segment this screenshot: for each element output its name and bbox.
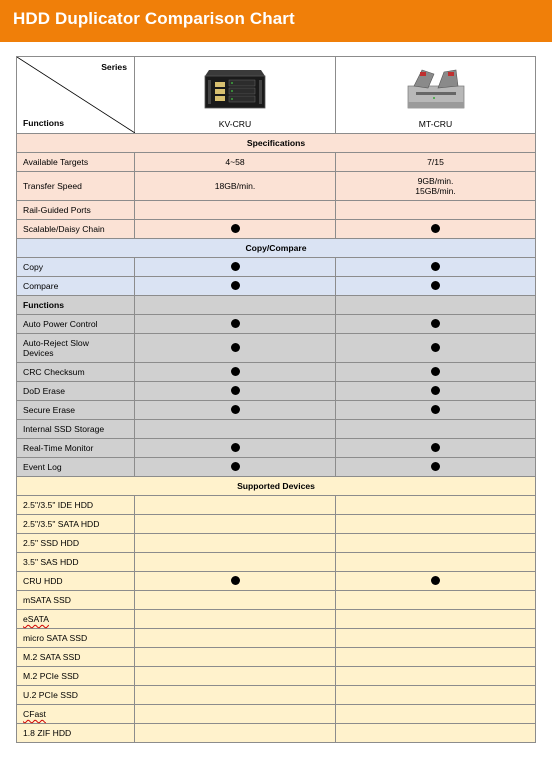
section-row-functions [17, 296, 536, 315]
kv-cru-cell [135, 496, 336, 515]
mt-cru-cell [336, 315, 536, 334]
mt-cru-value-line: 15GB/min. [415, 186, 456, 196]
row-label: Event Log [17, 458, 135, 477]
mt-cru-value: 7/15 [336, 153, 536, 172]
row-label-line: Devices [23, 348, 54, 358]
kv-cru-cell [135, 591, 336, 610]
mt-cru-cell [336, 458, 536, 477]
table-row [17, 258, 536, 277]
table-row [17, 496, 536, 515]
tower-duplicator-image [404, 66, 468, 112]
mt-cru-cell [336, 686, 536, 705]
product-cell-kv-cru [135, 57, 336, 134]
supported-dot-icon [431, 319, 440, 328]
table-row [17, 401, 536, 420]
row-label: CRU HDD [17, 572, 135, 591]
table-row [17, 382, 536, 401]
row-label: Internal SSD Storage [17, 420, 135, 439]
supported-dot-icon [431, 262, 440, 271]
table-row [17, 277, 536, 296]
row-label: 1.8 ZIF HDD [17, 724, 135, 743]
supported-dot-icon [431, 367, 440, 376]
supported-dot-icon [231, 576, 240, 585]
product-name-mt-cru: MT-CRU [418, 119, 453, 129]
kv-cru-cell [135, 363, 336, 382]
row-label: CRC Checksum [17, 363, 135, 382]
row-label-line: Auto-Reject Slow [23, 338, 89, 348]
comparison-table [16, 56, 536, 743]
section-row-copy-compare [17, 239, 536, 258]
mt-cru-value [336, 172, 536, 201]
functions-label: Functions [23, 118, 65, 128]
row-label: micro SATA SSD [17, 629, 135, 648]
supported-dot-icon [431, 281, 440, 290]
table-row [17, 439, 536, 458]
table-row [17, 363, 536, 382]
supported-dot-icon [231, 319, 240, 328]
row-label: Transfer Speed [17, 172, 135, 201]
kv-cru-cell [135, 686, 336, 705]
supported-dot-icon [231, 262, 240, 271]
kv-cru-cell [135, 534, 336, 553]
table-row [17, 667, 536, 686]
mt-cru-cell [336, 496, 536, 515]
row-label: mSATA SSD [17, 591, 135, 610]
kv-cru-value [135, 201, 336, 220]
supported-dot-icon [431, 405, 440, 414]
supported-dot-icon [431, 386, 440, 395]
table-row [17, 534, 536, 553]
mt-cru-cell [336, 534, 536, 553]
supported-dot-icon [431, 224, 440, 233]
mt-cru-cell [336, 724, 536, 743]
row-label [17, 610, 135, 629]
row-label: Scalable/Daisy Chain [17, 220, 135, 239]
section-title-specifications: Specifications [17, 134, 536, 153]
kv-cru-cell [135, 220, 336, 239]
table-row [17, 315, 536, 334]
table-row [17, 610, 536, 629]
product-name-kv-cru: KV-CRU [218, 119, 252, 129]
table-row [17, 648, 536, 667]
table-row [17, 420, 536, 439]
mt-cru-cell [336, 277, 536, 296]
supported-dot-icon [431, 576, 440, 585]
mt-cru-value-line: 9GB/min. [417, 176, 454, 186]
mt-cru-cell [336, 667, 536, 686]
kv-cru-cell [135, 572, 336, 591]
mt-cru-cell [336, 572, 536, 591]
row-label: 3.5" SAS HDD [17, 553, 135, 572]
mt-cru-cell [336, 648, 536, 667]
section-row-specifications [17, 134, 536, 153]
table-row [17, 220, 536, 239]
supported-dot-icon [231, 462, 240, 471]
kv-cru-cell [135, 458, 336, 477]
row-label: Secure Erase [17, 401, 135, 420]
row-label: Available Targets [17, 153, 135, 172]
row-label: Rail-Guided Ports [17, 201, 135, 220]
page-title: HDD Duplicator Comparison Chart [13, 9, 295, 28]
mt-cru-cell [336, 705, 536, 724]
product-cell-mt-cru [336, 57, 536, 134]
kv-cru-cell [135, 515, 336, 534]
mt-cru-cell [336, 515, 536, 534]
rackmount-chassis-image [203, 66, 267, 112]
row-label: U.2 PCIe SSD [17, 686, 135, 705]
title-banner [0, 0, 552, 42]
row-label-text: eSATA [23, 614, 49, 624]
mt-cru-cell [336, 382, 536, 401]
series-label: Series [101, 62, 127, 72]
table-row [17, 334, 536, 363]
kv-cru-cell [135, 296, 336, 315]
mt-cru-cell [336, 334, 536, 363]
kv-cru-cell [135, 629, 336, 648]
kv-cru-cell [135, 724, 336, 743]
row-label [17, 334, 135, 363]
mt-cru-cell [336, 363, 536, 382]
kv-cru-value: 18GB/min. [135, 172, 336, 201]
table-row [17, 591, 536, 610]
kv-cru-cell [135, 315, 336, 334]
table-row [17, 153, 536, 172]
supported-dot-icon [431, 443, 440, 452]
kv-cru-cell [135, 705, 336, 724]
row-label: Real-Time Monitor [17, 439, 135, 458]
mt-cru-value [336, 201, 536, 220]
table-row [17, 458, 536, 477]
mt-cru-cell [336, 591, 536, 610]
kv-cru-cell [135, 420, 336, 439]
table-row [17, 515, 536, 534]
row-label: M.2 PCIe SSD [17, 667, 135, 686]
kv-cru-cell [135, 439, 336, 458]
supported-dot-icon [231, 281, 240, 290]
kv-cru-cell [135, 648, 336, 667]
mt-cru-cell [336, 553, 536, 572]
supported-dot-icon [231, 386, 240, 395]
row-label: 2.5"/3.5" IDE HDD [17, 496, 135, 515]
kv-cru-value: 4~58 [135, 153, 336, 172]
kv-cru-cell [135, 382, 336, 401]
supported-dot-icon [231, 343, 240, 352]
supported-dot-icon [231, 367, 240, 376]
mt-cru-cell [336, 258, 536, 277]
section-row-supported-devices [17, 477, 536, 496]
kv-cru-cell [135, 277, 336, 296]
header-row [17, 57, 536, 134]
row-label [17, 705, 135, 724]
row-label: DoD Erase [17, 382, 135, 401]
row-label-text: CFast [23, 709, 46, 719]
kv-cru-cell [135, 553, 336, 572]
table-row [17, 629, 536, 648]
row-label: Copy [17, 258, 135, 277]
table-row [17, 572, 536, 591]
mt-cru-cell [336, 296, 536, 315]
table-row [17, 201, 536, 220]
kv-cru-cell [135, 334, 336, 363]
row-label: M.2 SATA SSD [17, 648, 135, 667]
kv-cru-cell [135, 610, 336, 629]
supported-dot-icon [231, 405, 240, 414]
mt-cru-cell [336, 629, 536, 648]
table-row [17, 705, 536, 724]
supported-dot-icon [231, 224, 240, 233]
supported-dot-icon [431, 343, 440, 352]
mt-cru-cell [336, 439, 536, 458]
table-row [17, 686, 536, 705]
table-row [17, 172, 536, 201]
header-corner-cell [17, 57, 135, 134]
mt-cru-cell [336, 220, 536, 239]
supported-dot-icon [231, 443, 240, 452]
row-label: Auto Power Control [17, 315, 135, 334]
mt-cru-cell [336, 401, 536, 420]
row-label: 2.5"/3.5" SATA HDD [17, 515, 135, 534]
supported-dot-icon [431, 462, 440, 471]
table-row [17, 553, 536, 572]
section-title-functions: Functions [17, 296, 135, 315]
kv-cru-cell [135, 258, 336, 277]
mt-cru-cell [336, 420, 536, 439]
row-label: Compare [17, 277, 135, 296]
mt-cru-cell [336, 610, 536, 629]
kv-cru-cell [135, 667, 336, 686]
section-title-copy-compare: Copy/Compare [17, 239, 536, 258]
row-label: 2.5" SSD HDD [17, 534, 135, 553]
kv-cru-cell [135, 401, 336, 420]
table-row [17, 724, 536, 743]
section-title-supported-devices: Supported Devices [17, 477, 536, 496]
